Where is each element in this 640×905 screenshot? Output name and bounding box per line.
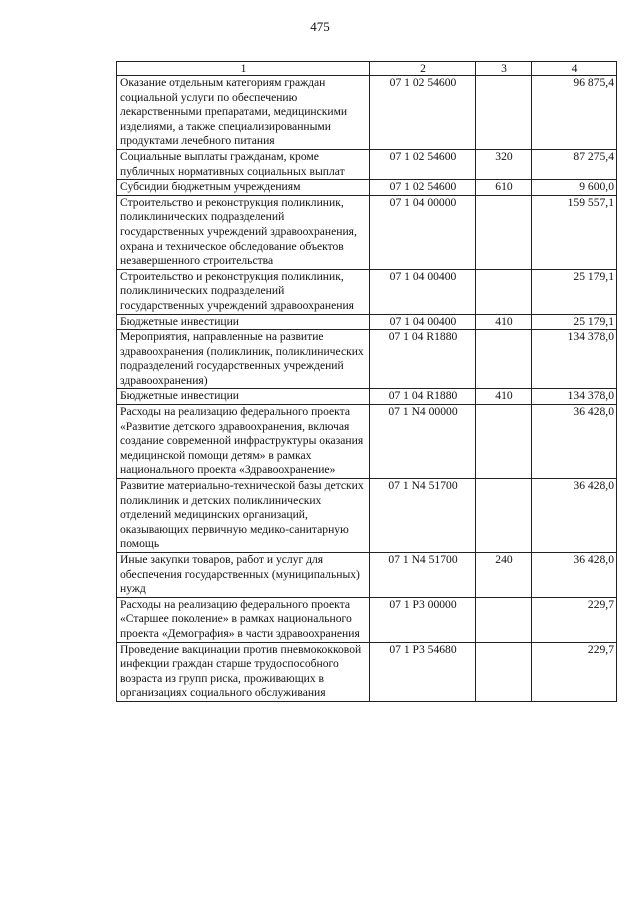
- row-expense-type-cell: [476, 405, 532, 479]
- row-name-cell: Социальные выплаты гражданам, кроме публичных нормативных социальных выплат: [117, 149, 370, 179]
- row-amount-cell: 36 428,0: [532, 479, 617, 553]
- table-row: [117, 597, 617, 642]
- row-amount-cell: 229,7: [532, 597, 617, 642]
- row-expense-type-cell: 410: [476, 389, 532, 405]
- row-code-cell: 07 1 02 54600: [370, 149, 476, 179]
- table-row: [117, 269, 617, 314]
- row-code-cell: 07 1 04 R1880: [370, 389, 476, 405]
- row-code-cell: 07 1 N4 00000: [370, 405, 476, 479]
- table-header-row: [117, 62, 617, 76]
- row-code-cell: 07 1 P3 00000: [370, 597, 476, 642]
- row-amount-cell: 134 378,0: [532, 330, 617, 389]
- table-row: [117, 405, 617, 479]
- row-code-cell: 07 1 N4 51700: [370, 553, 476, 598]
- table-row: [117, 330, 617, 389]
- table-row: [117, 180, 617, 196]
- row-name-cell: Мероприятия, направленные на развитие здравоохранения (поликлиник, поликлинических подразделений государственных учреждений здравоохранения): [117, 330, 370, 389]
- row-name-cell: Строительство и реконструкция поликлиник, поликлинических подразделений государственных учреждений здравоохранения: [117, 269, 370, 314]
- row-expense-type-cell: 610: [476, 180, 532, 196]
- budget-table: [116, 61, 617, 702]
- row-code-cell: 07 1 04 00400: [370, 269, 476, 314]
- row-name-cell: Расходы на реализацию федерального проекта «Развитие детского здравоохранения, включая создание современной инфраструктуры оказания медицинской помощи детям» в рамках национального проекта «Здравоохранение»: [117, 405, 370, 479]
- row-amount-cell: 25 179,1: [532, 314, 617, 330]
- row-expense-type-cell: [476, 269, 532, 314]
- row-amount-cell: 96 875,4: [532, 76, 617, 150]
- row-expense-type-cell: [476, 642, 532, 701]
- column-header: 1: [117, 62, 370, 76]
- table-row: [117, 479, 617, 553]
- row-code-cell: 07 1 N4 51700: [370, 479, 476, 553]
- table-row: [117, 314, 617, 330]
- table-row: [117, 76, 617, 150]
- row-name-cell: Субсидии бюджетным учреждениям: [117, 180, 370, 196]
- row-expense-type-cell: 410: [476, 314, 532, 330]
- column-header: 2: [370, 62, 476, 76]
- row-code-cell: 07 1 04 00000: [370, 195, 476, 269]
- table-row: [117, 553, 617, 598]
- row-name-cell: Строительство и реконструкция поликлиник, поликлинических подразделений государственных учреждений здравоохранения, охрана и техническое обследование объектов незавершенного строительства: [117, 195, 370, 269]
- table-body: [117, 76, 617, 702]
- row-code-cell: 07 1 04 00400: [370, 314, 476, 330]
- row-amount-cell: 36 428,0: [532, 553, 617, 598]
- row-expense-type-cell: [476, 195, 532, 269]
- row-expense-type-cell: 320: [476, 149, 532, 179]
- row-name-cell: Иные закупки товаров, работ и услуг для обеспечения государственных (муниципальных) нужд: [117, 553, 370, 598]
- row-code-cell: 07 1 P3 54680: [370, 642, 476, 701]
- row-name-cell: Бюджетные инвестиции: [117, 314, 370, 330]
- row-expense-type-cell: [476, 597, 532, 642]
- row-code-cell: 07 1 04 R1880: [370, 330, 476, 389]
- row-name-cell: Проведение вакцинации против пневмококковой инфекции граждан старше трудоспособного возраста из групп риска, проживающих в организациях социального обслуживания: [117, 642, 370, 701]
- row-name-cell: Расходы на реализацию федерального проекта «Старшее поколение» в рамках национального проекта «Демография» в части здравоохранения: [117, 597, 370, 642]
- row-amount-cell: 36 428,0: [532, 405, 617, 479]
- table-row: [117, 195, 617, 269]
- table-row: [117, 642, 617, 701]
- page-number: 475: [310, 19, 330, 34]
- row-name-cell: Развитие материально-технической базы детских поликлиник и детских поликлинических отделений медицинских организаций, оказывающих первичную медико-санитарную помощь: [117, 479, 370, 553]
- table-row: [117, 389, 617, 405]
- column-header: 4: [532, 62, 617, 76]
- row-amount-cell: 134 378,0: [532, 389, 617, 405]
- row-amount-cell: 9 600,0: [532, 180, 617, 196]
- row-expense-type-cell: [476, 479, 532, 553]
- row-code-cell: 07 1 02 54600: [370, 180, 476, 196]
- row-code-cell: 07 1 02 54600: [370, 76, 476, 150]
- row-expense-type-cell: 240: [476, 553, 532, 598]
- row-expense-type-cell: [476, 330, 532, 389]
- row-expense-type-cell: [476, 76, 532, 150]
- row-amount-cell: 25 179,1: [532, 269, 617, 314]
- table-row: [117, 149, 617, 179]
- row-name-cell: Бюджетные инвестиции: [117, 389, 370, 405]
- row-amount-cell: 159 557,1: [532, 195, 617, 269]
- row-name-cell: Оказание отдельным категориям граждан социальной услуги по обеспечению лекарственными препаратами, медицинскими изделиями, а также специализированными продуктами лечебного питания: [117, 76, 370, 150]
- row-amount-cell: 87 275,4: [532, 149, 617, 179]
- row-amount-cell: 229,7: [532, 642, 617, 701]
- column-header: 3: [476, 62, 532, 76]
